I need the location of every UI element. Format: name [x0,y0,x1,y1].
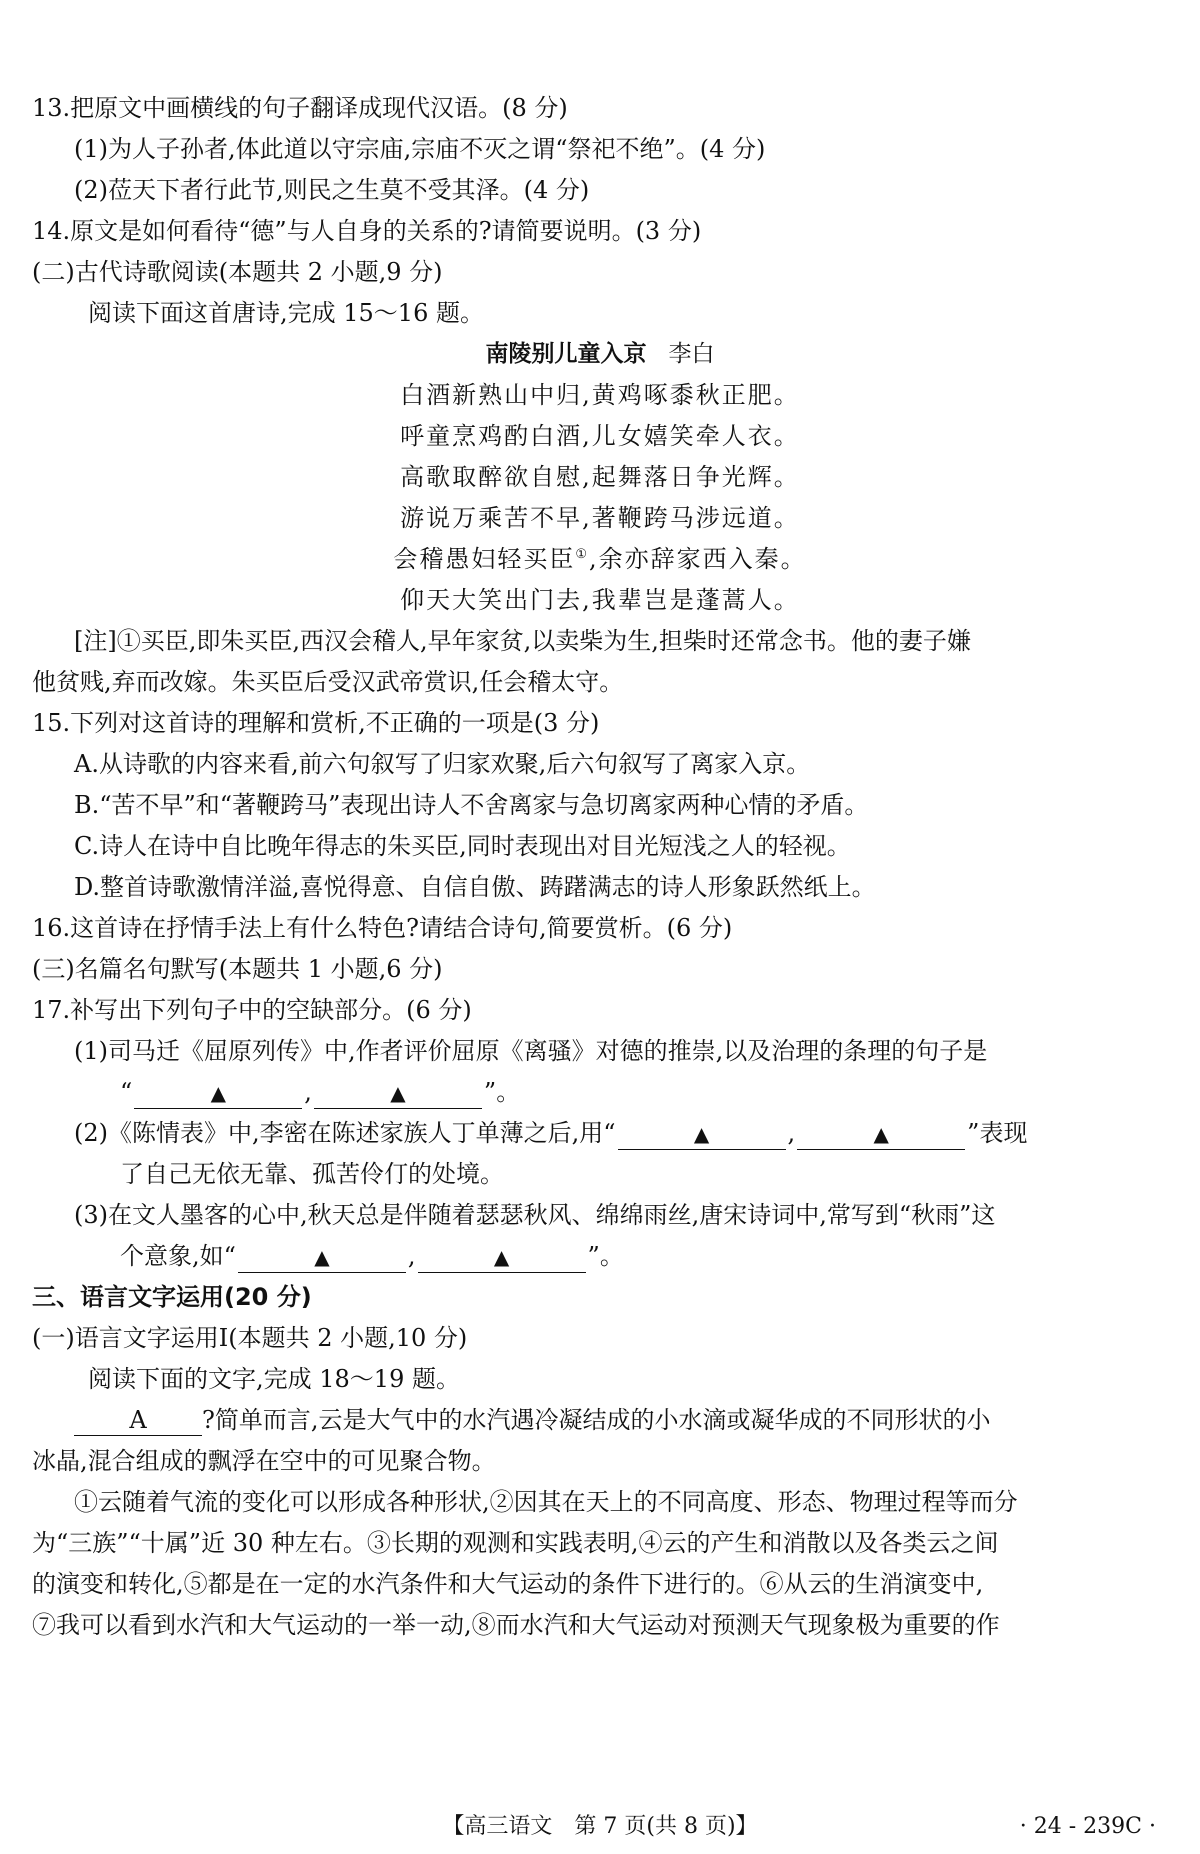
q17-sub2 [32,1113,1168,1154]
triangle-icon: ▲ [210,1081,226,1105]
poem-note-2: 他贫贱,弃而改嫁。朱买臣后受汉武帝赏识,任会稽太守。 [32,668,624,696]
poem-line-5-head: 会稽愚妇轻买臣 [393,545,576,573]
answer-blank[interactable] [134,1077,302,1109]
answer-blank[interactable] [618,1118,786,1150]
triangle-icon: ▲ [390,1081,406,1105]
open-quote: “ [120,1078,133,1106]
footer-page-info: 【高三语文 第 7 页(共 8 页)】 [442,1814,758,1839]
answer-blank[interactable] [418,1241,586,1273]
blank-a-label: A [129,1406,147,1434]
poem-note-1: [注]①买臣,即朱买臣,西汉会稽人,早年家贫,以卖柴为生,担柴时还常念书。他的妻子嫌 [74,627,971,655]
poem-line: 高歌取醉欲自慰,起舞落日争光辉。 [400,463,800,491]
passage-p2-line1: ①云随着气流的变化可以形成各种形状,②因其在天上的不同高度、形态、物理过程等而分 [74,1488,1018,1516]
q15-option-c: C.诗人在诗中自比晚年得志的朱买臣,同时表现出对目光短浅之人的轻视。 [74,832,851,860]
footer-exam-code: · 24 - 239C · [1019,1814,1156,1839]
q17-sub2-text: (2)《陈情表》中,李密在陈述家族人丁单薄之后,用“ [74,1119,616,1147]
q15-option-a: A.从诗歌的内容来看,前六句叙写了归家欢聚,后六句叙写了离家入京。 [74,750,811,778]
passage-p2-line3: 的演变和转化,⑤都是在一定的水汽条件和大气运动的条件下进行的。⑥从云的生消演变中, [32,1570,984,1598]
passage-p1-line2: 冰晶,混合组成的飘浮在空中的可见聚合物。 [32,1447,496,1475]
q17-stem: 17.补写出下列句子中的空缺部分。(6 分) [32,996,472,1024]
q13-sub1: (1)为人子孙者,体此道以守宗庙,宗庙不灭之谓“祭祀不绝”。(4 分) [74,135,766,163]
q15-option-b: B.“苦不早”和“著鞭跨马”表现出诗人不舍离家与急切离家两种心情的矛盾。 [74,791,869,819]
answer-blank[interactable] [797,1118,965,1150]
section-recite-header: (三)名篇名句默写(本题共 1 小题,6 分) [32,955,443,983]
close-quote: ”。 [483,1078,521,1106]
blank-a[interactable] [74,1405,202,1436]
close-quote: ”。 [587,1242,624,1270]
q16: 16.这首诗在抒情手法上有什么特色?请结合诗句,简要赏析。(6 分) [32,914,733,942]
triangle-icon: ▲ [873,1122,889,1146]
poem-author: 李白 [668,341,715,367]
passage-p1-line1 [32,1400,1168,1441]
triangle-icon: ▲ [693,1122,710,1146]
q17-sub1: (1)司马迁《屈原列传》中,作者评价屈原《离骚》对德的推崇,以及治理的条理的句子是 [74,1037,988,1065]
comma: , [304,1078,312,1106]
footnote-marker: ① [575,547,589,562]
poem-line: 游说万乘苦不早,著鞭跨马涉远道。 [400,504,800,532]
poem-title-text: 南陵别儿童入京 [485,341,647,367]
poem-line: 仰天大笑出门去,我辈岂是蓬蒿人。 [400,586,800,614]
poem-line: 白酒新熟山中归,黄鸡啄黍秋正肥。 [400,381,800,409]
reading-intro: 阅读下面的文字,完成 18～19 题。 [88,1365,460,1393]
section-3-1-header: (一)语言文字运用Ⅰ(本题共 2 小题,10 分) [32,1324,468,1352]
q17-sub3-text: 个意象,如“ [120,1242,236,1270]
comma: , [407,1242,416,1270]
section-poetry-header: (二)古代诗歌阅读(本题共 2 小题,9 分) [32,258,443,286]
section-3-header: 三、语言文字运用(20 分) [32,1283,312,1311]
poem-title [32,334,1168,375]
q17-sub1-blanks [32,1072,1168,1113]
passage-p2-line2: 为“三族”“十属”近 30 种左右。③长期的观测和实践表明,④云的产生和消散以及各类云之间 [32,1529,999,1557]
q14: 14.原文是如何看待“德”与人自身的关系的?请简要说明。(3 分) [32,217,702,245]
exam-page [32,88,1168,1646]
q17-sub2-tail: ”表现 [967,1119,1028,1147]
q13-stem: 13.把原文中画横线的句子翻译成现代汉语。(8 分) [32,94,568,122]
triangle-icon: ▲ [493,1245,510,1269]
triangle-icon: ▲ [314,1245,330,1269]
q13-sub2: (2)莅天下者行此节,则民之生莫不受其泽。(4 分) [74,176,590,204]
poem-line-5 [32,539,1168,580]
poetry-intro: 阅读下面这首唐诗,完成 15～16 题。 [88,299,484,327]
q17-sub3: (3)在文人墨客的心中,秋天总是伴随着瑟瑟秋风、绵绵雨丝,唐宋诗词中,常写到“秋雨”这 [74,1201,996,1229]
q15-stem: 15.下列对这首诗的理解和赏析,不正确的一项是(3 分) [32,709,600,737]
q15-option-d: D.整首诗歌激情洋溢,喜悦得意、自信自傲、踌躇满志的诗人形象跃然纸上。 [74,873,876,901]
answer-blank[interactable] [314,1077,482,1109]
comma: , [787,1119,796,1147]
passage-p2-line4: ⑦我可以看到水汽和大气运动的一举一动,⑧而水汽和大气运动对预测天气现象极为重要的作 [32,1611,1000,1639]
q17-sub3-cont [32,1236,1168,1277]
poem-line: 呼童烹鸡酌白酒,儿女嬉笑牵人衣。 [400,422,800,450]
poem-line-5-tail: ,余亦辞家西入秦。 [589,545,807,573]
passage-p1a: ?简单而言,云是大气中的水汽遇冷凝结成的小水滴或凝华成的不同形状的小 [202,1406,991,1434]
q17-sub2-cont: 了自己无依无靠、孤苦伶仃的处境。 [120,1160,504,1188]
answer-blank[interactable] [238,1241,406,1273]
